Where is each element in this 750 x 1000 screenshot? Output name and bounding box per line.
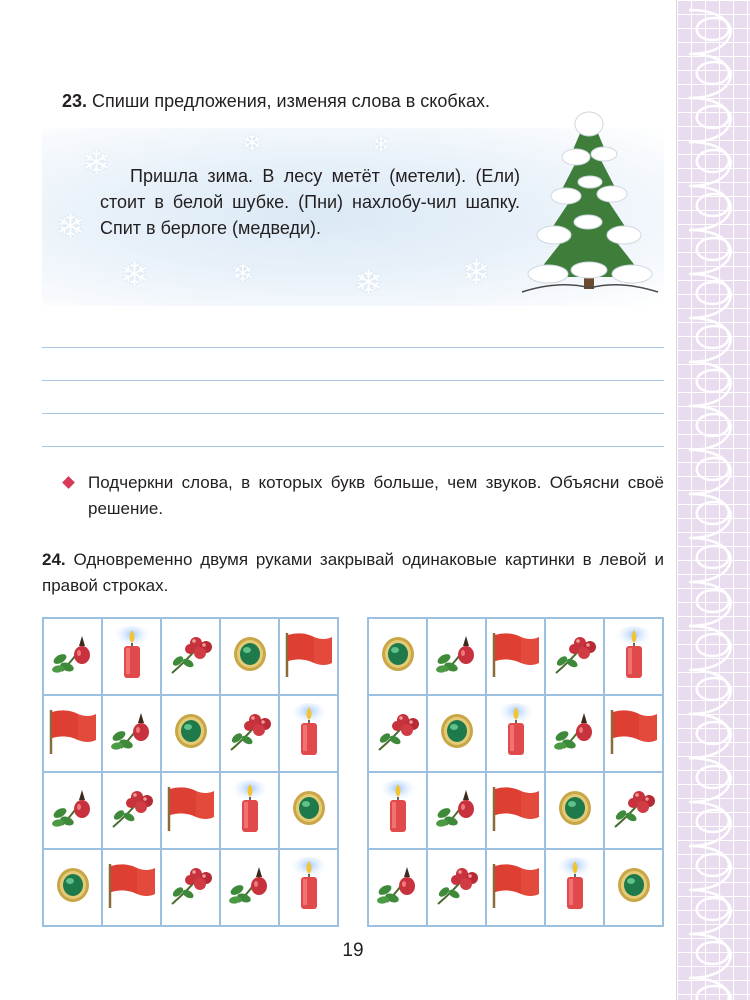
picture-cell[interactable]	[280, 619, 339, 696]
rosehip-icon	[50, 631, 96, 682]
picture-cell[interactable]	[369, 696, 428, 773]
candle-icon	[611, 626, 657, 687]
picture-cell[interactable]	[44, 619, 103, 696]
picture-cell[interactable]	[103, 773, 162, 850]
writing-line[interactable]	[42, 380, 664, 381]
snowflake-icon: ❄	[462, 254, 491, 292]
snowflake-icon: ❄	[232, 258, 254, 288]
writing-line[interactable]	[42, 347, 664, 348]
candle-icon	[286, 857, 332, 918]
snowflake-icon: ❄	[354, 264, 383, 302]
picture-cell[interactable]	[44, 773, 103, 850]
picture-cell[interactable]	[546, 773, 605, 850]
picture-cell[interactable]	[162, 773, 221, 850]
picture-cell[interactable]	[428, 696, 487, 773]
picture-cell[interactable]	[605, 773, 664, 850]
cranberry-icon	[166, 631, 216, 682]
gem-icon	[171, 711, 211, 756]
picture-cell[interactable]	[103, 850, 162, 927]
right-picture-grid	[367, 617, 664, 927]
snowflake-icon: ❄	[82, 144, 111, 182]
picture-cell[interactable]	[546, 619, 605, 696]
picture-cell[interactable]	[487, 696, 546, 773]
candle-icon	[286, 703, 332, 764]
page-number: 19	[342, 940, 364, 961]
picture-cell[interactable]	[44, 850, 103, 927]
writing-line[interactable]	[42, 446, 664, 447]
flag-icon	[46, 706, 100, 761]
picture-cell[interactable]	[428, 850, 487, 927]
cranberry-icon	[609, 785, 659, 836]
cranberry-icon	[107, 785, 157, 836]
picture-cell[interactable]	[369, 850, 428, 927]
picture-cell[interactable]	[103, 696, 162, 773]
snowy-fir-tree-icon	[520, 102, 660, 297]
picture-cell[interactable]	[487, 619, 546, 696]
picture-cell[interactable]	[44, 696, 103, 773]
loop-ornament	[677, 0, 750, 1000]
gem-icon	[289, 788, 329, 833]
rosehip-icon	[50, 785, 96, 836]
flag-icon	[164, 783, 218, 838]
picture-cell[interactable]	[605, 850, 664, 927]
cranberry-icon	[225, 708, 275, 759]
gem-icon	[555, 788, 595, 833]
cranberry-icon	[373, 708, 423, 759]
flag-icon	[489, 629, 543, 684]
picture-cell[interactable]	[221, 773, 280, 850]
picture-cell[interactable]	[221, 619, 280, 696]
snowflake-icon: ❄	[56, 208, 85, 246]
rosehip-icon	[434, 785, 480, 836]
picture-cell[interactable]	[428, 619, 487, 696]
picture-cell[interactable]	[546, 850, 605, 927]
gem-icon	[437, 711, 477, 756]
picture-cell[interactable]	[280, 696, 339, 773]
candle-icon	[227, 780, 273, 841]
exercise-23-instruction: Спиши предложения, изменяя слова в скобках.	[92, 91, 490, 111]
flag-icon	[607, 706, 661, 761]
exercise-24-title	[42, 547, 664, 599]
flag-icon	[105, 860, 159, 915]
extra-task-text: Подчеркни слова, в которых букв больше, чем звуков. Объясни своё решение.	[88, 473, 664, 518]
rosehip-icon	[434, 631, 480, 682]
diamond-marker-icon	[62, 476, 75, 489]
writing-line[interactable]	[42, 413, 664, 414]
cranberry-icon	[432, 862, 482, 913]
picture-cell[interactable]	[605, 619, 664, 696]
picture-cell[interactable]	[280, 773, 339, 850]
picture-cell[interactable]	[369, 773, 428, 850]
picture-cell[interactable]	[162, 696, 221, 773]
candle-icon	[109, 626, 155, 687]
candle-icon	[493, 703, 539, 764]
exercise-23-number: 23.	[62, 91, 88, 111]
rosehip-icon	[227, 862, 273, 913]
exercise-23-text	[100, 163, 520, 241]
left-picture-grid	[42, 617, 339, 927]
rosehip-icon	[552, 708, 598, 759]
picture-cell[interactable]	[221, 696, 280, 773]
gem-icon	[614, 865, 654, 910]
snowflake-icon: ❄	[372, 132, 391, 157]
exercise-24-number: 24.	[42, 550, 66, 569]
picture-cell[interactable]	[487, 773, 546, 850]
flag-icon	[489, 783, 543, 838]
candle-icon	[375, 780, 421, 841]
candle-icon	[552, 857, 598, 918]
gem-icon	[53, 865, 93, 910]
picture-cell[interactable]	[162, 850, 221, 927]
picture-cell[interactable]	[428, 773, 487, 850]
exercise-24-instruction: Одновременно двумя руками закрывай одинаковые картинки в левой и правой строках.	[42, 550, 664, 595]
flag-icon	[282, 629, 336, 684]
rosehip-icon	[375, 862, 421, 913]
gem-icon	[230, 634, 270, 679]
snowflake-icon: ❄	[242, 130, 263, 157]
flag-icon	[489, 860, 543, 915]
picture-cell[interactable]	[221, 850, 280, 927]
picture-cell[interactable]	[546, 696, 605, 773]
picture-cell[interactable]	[162, 619, 221, 696]
picture-cell[interactable]	[103, 619, 162, 696]
gem-icon	[378, 634, 418, 679]
rosehip-icon	[109, 708, 155, 759]
cranberry-icon	[166, 862, 216, 913]
picture-cell[interactable]	[605, 696, 664, 773]
picture-cell[interactable]	[369, 619, 428, 696]
picture-cell[interactable]	[280, 850, 339, 927]
picture-cell[interactable]	[487, 850, 546, 927]
exercise-23-paragraph: Пришла зима. В лесу метёт (метели). (Ели) стоит в белой шубке. (Пни) нахлобу-чил шапку. Спит в берлоге (медведи).	[100, 166, 520, 238]
decorative-side-band	[676, 0, 750, 1000]
cranberry-icon	[550, 631, 600, 682]
snowflake-icon: ❄	[120, 256, 149, 294]
exercise-23-title	[62, 91, 490, 112]
